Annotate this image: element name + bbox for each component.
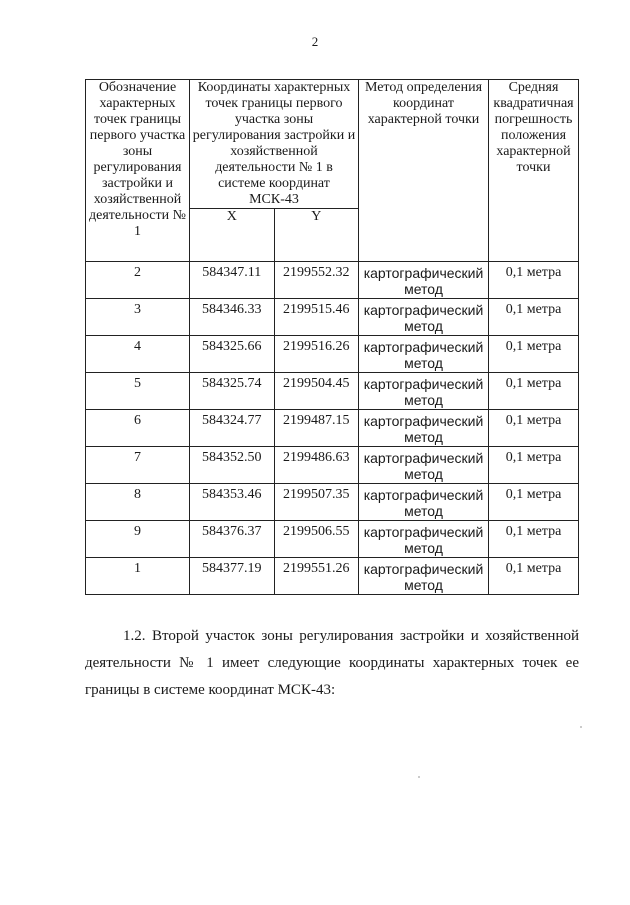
table-row xyxy=(86,336,579,373)
cell-point: 5 xyxy=(86,373,190,410)
cell-point: 6 xyxy=(86,410,190,447)
table-row xyxy=(86,558,579,595)
cell-error: 0,1 метра xyxy=(489,558,579,595)
coordinates-table xyxy=(85,79,579,595)
cell-method: картографический метод xyxy=(359,447,489,484)
cell-point: 9 xyxy=(86,521,190,558)
body-paragraph xyxy=(85,623,579,704)
cell-error: 0,1 метра xyxy=(489,447,579,484)
header-method: Метод определения координат характерной точки xyxy=(359,80,489,262)
cell-point: 7 xyxy=(86,447,190,484)
cell-x: 584346.33 xyxy=(190,299,275,336)
cell-x: 584352.50 xyxy=(190,447,275,484)
cell-x: 584347.11 xyxy=(190,262,275,299)
cell-method: картографический метод xyxy=(359,410,489,447)
cell-point: 2 xyxy=(86,262,190,299)
cell-method: картографический метод xyxy=(359,336,489,373)
header-designation: Обозначение характерных точек границы первого участка зоны регулирования застройки и хозяйственной деятельности № 1 xyxy=(86,80,190,262)
cell-y: 2199507.35 xyxy=(274,484,359,521)
table-row xyxy=(86,447,579,484)
cell-method: картографический метод xyxy=(359,484,489,521)
cell-error: 0,1 метра xyxy=(489,336,579,373)
cell-error: 0,1 метра xyxy=(489,521,579,558)
cell-point: 1 xyxy=(86,558,190,595)
cell-method: картографический метод xyxy=(359,558,489,595)
page-number: 2 xyxy=(311,34,319,49)
cell-point: 8 xyxy=(86,484,190,521)
table-row xyxy=(86,262,579,299)
body-paragraph-text: 1.2. Второй участок зоны регулирования застройки и хозяйственной деятельности № 1 имеет следующие координаты характерных точек ее границы в системе координат МСК-43: xyxy=(85,628,579,698)
scan-speck xyxy=(418,776,420,778)
table-row xyxy=(86,521,579,558)
scan-speck xyxy=(580,726,582,728)
cell-error: 0,1 метра xyxy=(489,262,579,299)
table-row xyxy=(86,484,579,521)
cell-x: 584353.46 xyxy=(190,484,275,521)
cell-y: 2199506.55 xyxy=(274,521,359,558)
cell-x: 584325.74 xyxy=(190,373,275,410)
header-y: Y xyxy=(274,209,359,262)
cell-x: 584376.37 xyxy=(190,521,275,558)
cell-point: 4 xyxy=(86,336,190,373)
cell-error: 0,1 метра xyxy=(489,484,579,521)
cell-y: 2199487.15 xyxy=(274,410,359,447)
cell-error: 0,1 метра xyxy=(489,373,579,410)
header-coordinates xyxy=(190,80,359,209)
header-error: Средняя квадратичная погрешность положения характерной точки xyxy=(489,80,579,262)
cell-error: 0,1 метра xyxy=(489,410,579,447)
cell-method: картографический метод xyxy=(359,262,489,299)
cell-y: 2199551.26 xyxy=(274,558,359,595)
cell-x: 584325.66 xyxy=(190,336,275,373)
header-x: X xyxy=(190,209,275,262)
cell-method: картографический метод xyxy=(359,299,489,336)
cell-point: 3 xyxy=(86,299,190,336)
cell-y: 2199504.45 xyxy=(274,373,359,410)
cell-y: 2199486.63 xyxy=(274,447,359,484)
cell-y: 2199552.32 xyxy=(274,262,359,299)
cell-x: 584324.77 xyxy=(190,410,275,447)
cell-x: 584377.19 xyxy=(190,558,275,595)
cell-method: картографический метод xyxy=(359,373,489,410)
cell-method: картографический метод xyxy=(359,521,489,558)
table-row xyxy=(86,410,579,447)
table-row xyxy=(86,299,579,336)
header-coordinates-text: Координаты характерных точек границы первого участка зоны регулирования застройки и хозяйственной деятельности № 1 в системе координат МСК-43 xyxy=(192,80,356,207)
cell-y: 2199515.46 xyxy=(274,299,359,336)
cell-error: 0,1 метра xyxy=(489,299,579,336)
cell-y: 2199516.26 xyxy=(274,336,359,373)
table-row xyxy=(86,373,579,410)
